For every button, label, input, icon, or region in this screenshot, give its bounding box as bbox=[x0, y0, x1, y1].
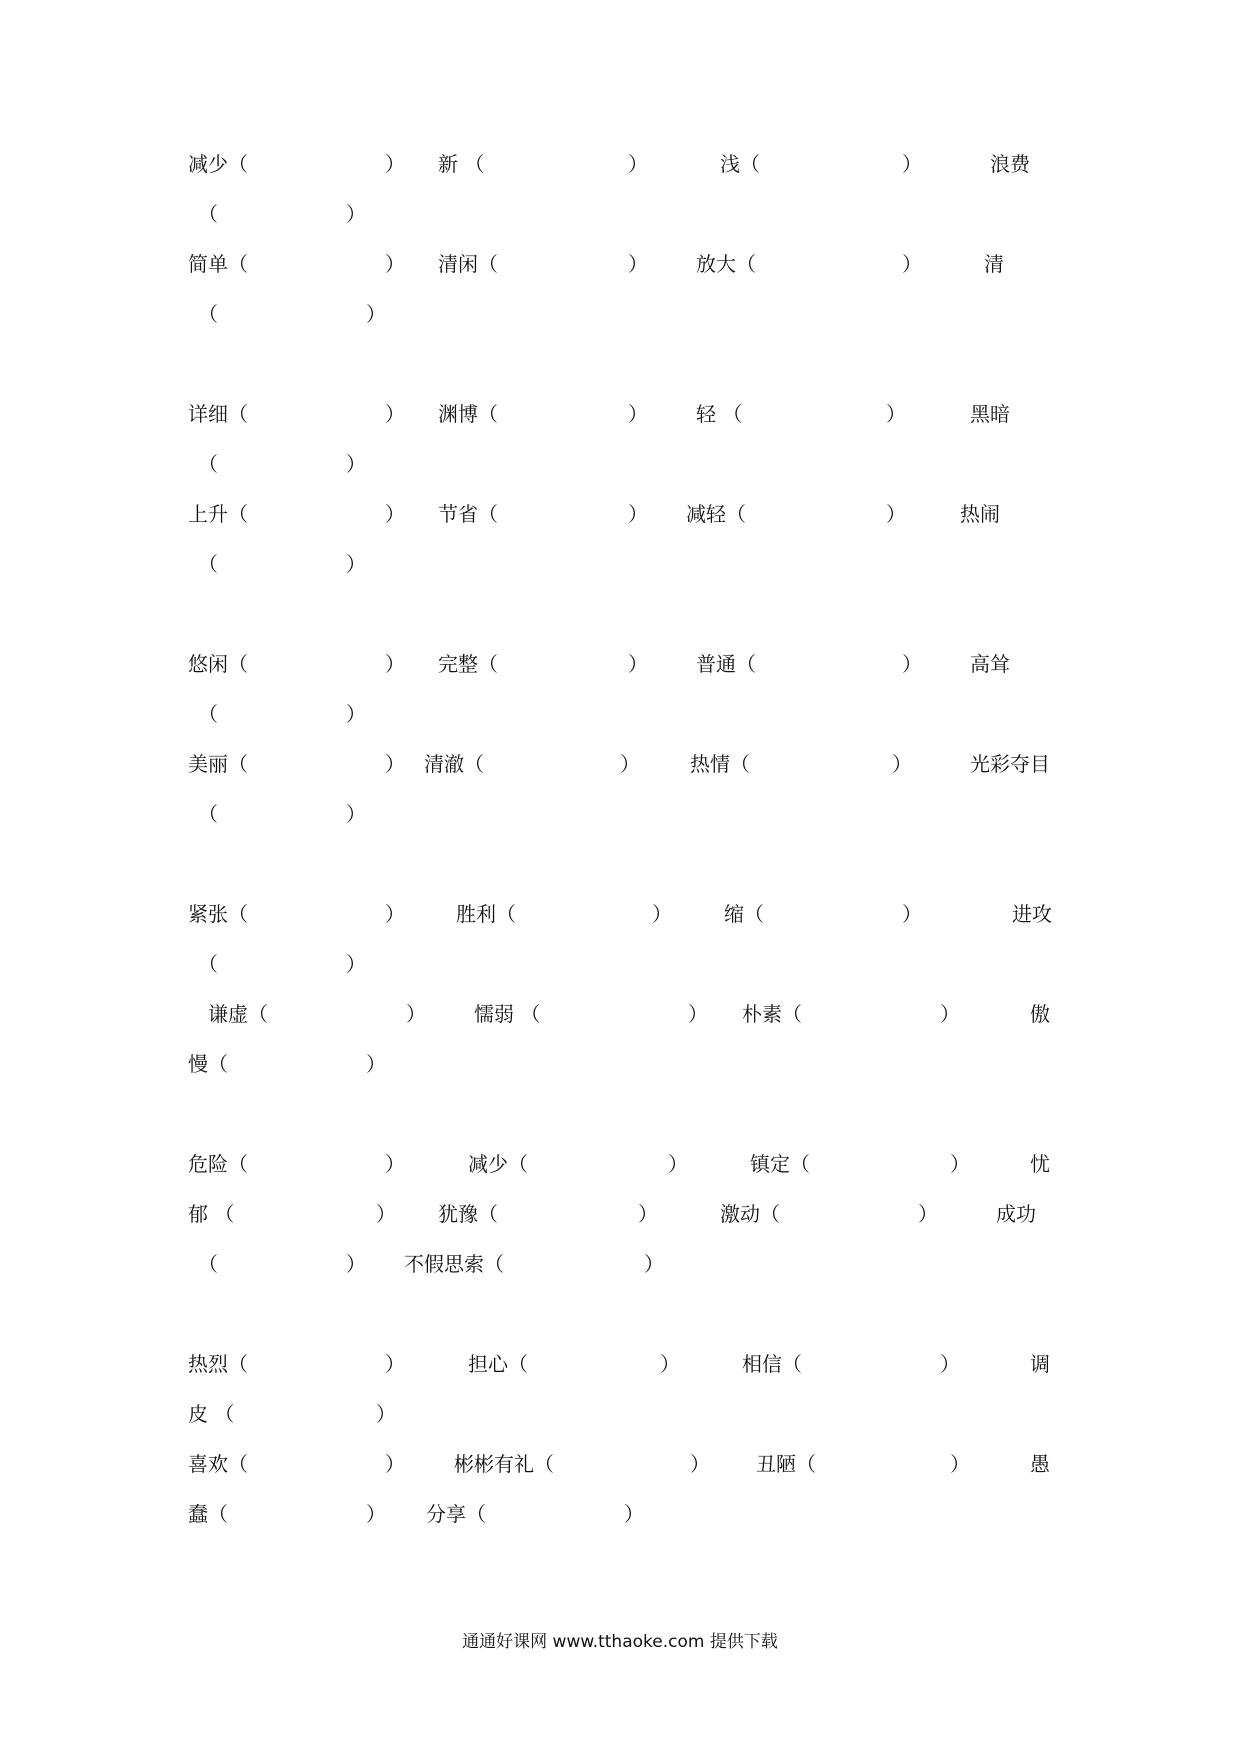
exercise-segment: ） bbox=[366, 1052, 386, 1076]
exercise-segment: 犹豫（ bbox=[438, 1202, 498, 1226]
exercise-segment: 傲 bbox=[1030, 1002, 1050, 1026]
exercise-line bbox=[0, 1396, 1240, 1432]
exercise-segment: 蠢（ bbox=[188, 1502, 228, 1526]
exercise-segment: ） bbox=[690, 1452, 710, 1476]
exercise-line bbox=[0, 696, 1240, 732]
exercise-line bbox=[0, 1246, 1240, 1282]
exercise-line bbox=[0, 946, 1240, 982]
exercise-segment: 忧 bbox=[1030, 1152, 1050, 1176]
exercise-segment: ） bbox=[902, 652, 922, 676]
exercise-segment: 郁 （ bbox=[188, 1202, 235, 1226]
exercise-segment: 缩（ bbox=[724, 902, 764, 926]
exercise-segment: 美丽（ bbox=[188, 752, 248, 776]
exercise-segment: 轻 （ bbox=[696, 402, 743, 426]
exercise-segment: 清闲（ bbox=[438, 252, 498, 276]
exercise-line bbox=[0, 1346, 1240, 1382]
exercise-segment: 节省（ bbox=[438, 502, 498, 526]
exercise-segment: 放大（ bbox=[696, 252, 756, 276]
exercise-segment: ） bbox=[628, 152, 648, 176]
exercise-segment: 调 bbox=[1030, 1352, 1050, 1376]
exercise-segment: 热烈（ bbox=[188, 1352, 248, 1376]
exercise-segment: 进攻 bbox=[1012, 902, 1052, 926]
exercise-segment: 丑陋（ bbox=[756, 1452, 816, 1476]
exercise-segment: （ bbox=[198, 1252, 218, 1276]
exercise-segment: ） bbox=[385, 1452, 405, 1476]
exercise-segment: 详细（ bbox=[188, 402, 248, 426]
exercise-segment: ） bbox=[628, 502, 648, 526]
exercise-segment: ） bbox=[385, 1152, 405, 1176]
exercise-segment: 减少（ bbox=[468, 1152, 528, 1176]
exercise-segment: ） bbox=[886, 502, 906, 526]
exercise-segment: 高耸 bbox=[970, 652, 1010, 676]
exercise-segment: 喜欢（ bbox=[188, 1452, 248, 1476]
exercise-segment: 激动（ bbox=[720, 1202, 780, 1226]
exercise-line bbox=[0, 1146, 1240, 1182]
exercise-segment: 悠闲（ bbox=[188, 652, 248, 676]
exercise-segment: ） bbox=[620, 752, 640, 776]
exercise-segment: 新 （ bbox=[438, 152, 485, 176]
exercise-segment: 慢（ bbox=[188, 1052, 228, 1076]
exercise-segment: ） bbox=[346, 452, 366, 476]
exercise-line bbox=[0, 296, 1240, 332]
exercise-segment: ） bbox=[902, 252, 922, 276]
exercise-segment: ） bbox=[406, 1002, 426, 1026]
exercise-segment: ） bbox=[918, 1202, 938, 1226]
exercise-line bbox=[0, 496, 1240, 532]
exercise-segment: ） bbox=[644, 1252, 664, 1276]
exercise-segment: 减轻（ bbox=[686, 502, 746, 526]
exercise-segment: 相信（ bbox=[742, 1352, 802, 1376]
exercise-segment: ） bbox=[366, 1502, 386, 1526]
footer-credit: 通通好课网 www.tthaoke.com 提供下载 bbox=[462, 1632, 778, 1652]
exercise-segment: ） bbox=[902, 152, 922, 176]
exercise-segment: 危险（ bbox=[188, 1152, 248, 1176]
exercise-line bbox=[0, 246, 1240, 282]
exercise-segment: 胜利（ bbox=[456, 902, 516, 926]
exercise-segment: ） bbox=[950, 1152, 970, 1176]
exercise-segment: 浅（ bbox=[720, 152, 760, 176]
exercise-segment: ） bbox=[940, 1352, 960, 1376]
exercise-line bbox=[0, 446, 1240, 482]
exercise-segment: ） bbox=[385, 152, 405, 176]
exercise-segment: ） bbox=[385, 752, 405, 776]
exercise-segment: ） bbox=[892, 752, 912, 776]
exercise-segment: ） bbox=[346, 702, 366, 726]
exercise-segment: 普通（ bbox=[696, 652, 756, 676]
exercise-segment: ） bbox=[346, 202, 366, 226]
exercise-line bbox=[0, 896, 1240, 932]
exercise-segment: ） bbox=[624, 1502, 644, 1526]
exercise-segment: ） bbox=[376, 1202, 396, 1226]
exercise-segment: 热闹 bbox=[960, 502, 1000, 526]
exercise-line bbox=[0, 196, 1240, 232]
exercise-segment: 分享（ bbox=[426, 1502, 486, 1526]
exercise-segment: ） bbox=[346, 1252, 366, 1276]
exercise-segment: ） bbox=[652, 902, 672, 926]
exercise-segment: 黑暗 bbox=[970, 402, 1010, 426]
exercise-line bbox=[0, 1196, 1240, 1232]
exercise-segment: ） bbox=[385, 402, 405, 426]
exercise-line bbox=[0, 146, 1240, 182]
exercise-segment: 热情（ bbox=[690, 752, 750, 776]
exercise-segment: 上升（ bbox=[188, 502, 248, 526]
exercise-segment: ） bbox=[660, 1352, 680, 1376]
exercise-segment: 紧张（ bbox=[188, 902, 248, 926]
exercise-segment: 清 bbox=[984, 252, 1004, 276]
exercise-line bbox=[0, 1446, 1240, 1482]
exercise-line bbox=[0, 646, 1240, 682]
exercise-segment: ） bbox=[346, 802, 366, 826]
exercise-segment: ） bbox=[638, 1202, 658, 1226]
exercise-segment: （ bbox=[198, 552, 218, 576]
exercise-segment: 成功 bbox=[996, 1202, 1036, 1226]
exercise-line bbox=[0, 996, 1240, 1032]
exercise-segment: ） bbox=[668, 1152, 688, 1176]
exercise-segment: 不假思索（ bbox=[404, 1252, 504, 1276]
exercise-segment: 懦弱 （ bbox=[474, 1002, 541, 1026]
exercise-segment: 担心（ bbox=[468, 1352, 528, 1376]
exercise-segment: （ bbox=[198, 452, 218, 476]
exercise-segment: ） bbox=[376, 1402, 396, 1426]
exercise-segment: ） bbox=[385, 902, 405, 926]
exercise-segment: （ bbox=[198, 302, 218, 326]
exercise-segment: ） bbox=[366, 302, 386, 326]
exercise-line bbox=[0, 1496, 1240, 1532]
exercise-segment: 浪费 bbox=[990, 152, 1030, 176]
exercise-segment: 皮 （ bbox=[188, 1402, 235, 1426]
exercise-line bbox=[0, 1046, 1240, 1082]
exercise-segment: ） bbox=[385, 252, 405, 276]
exercise-segment: 简单（ bbox=[188, 252, 248, 276]
exercise-line bbox=[0, 746, 1240, 782]
exercise-segment: （ bbox=[198, 202, 218, 226]
exercise-segment: ） bbox=[886, 402, 906, 426]
exercise-segment: ） bbox=[688, 1002, 708, 1026]
exercise-segment: 朴素（ bbox=[742, 1002, 802, 1026]
exercise-segment: ） bbox=[346, 952, 366, 976]
exercise-segment: ） bbox=[902, 902, 922, 926]
exercise-segment: 渊博（ bbox=[438, 402, 498, 426]
exercise-segment: （ bbox=[198, 952, 218, 976]
exercise-segment: （ bbox=[198, 802, 218, 826]
exercise-segment: 镇定（ bbox=[750, 1152, 810, 1176]
exercise-segment: ） bbox=[346, 552, 366, 576]
exercise-segment: 谦虚（ bbox=[208, 1002, 268, 1026]
exercise-line bbox=[0, 396, 1240, 432]
exercise-segment: ） bbox=[628, 402, 648, 426]
exercise-segment: 光彩夺目 bbox=[970, 752, 1050, 776]
exercise-line bbox=[0, 546, 1240, 582]
exercise-segment: （ bbox=[198, 702, 218, 726]
exercise-segment: ） bbox=[940, 1002, 960, 1026]
exercise-segment: 清澈（ bbox=[424, 752, 484, 776]
exercise-segment: ） bbox=[385, 1352, 405, 1376]
exercise-segment: ） bbox=[628, 252, 648, 276]
exercise-segment: ） bbox=[950, 1452, 970, 1476]
exercise-segment: ） bbox=[628, 652, 648, 676]
exercise-line bbox=[0, 796, 1240, 832]
exercise-segment: 愚 bbox=[1030, 1452, 1050, 1476]
exercise-segment: 减少（ bbox=[188, 152, 248, 176]
exercise-segment: 完整（ bbox=[438, 652, 498, 676]
exercise-segment: ） bbox=[385, 652, 405, 676]
exercise-segment: 彬彬有礼（ bbox=[454, 1452, 554, 1476]
exercise-segment: ） bbox=[385, 502, 405, 526]
